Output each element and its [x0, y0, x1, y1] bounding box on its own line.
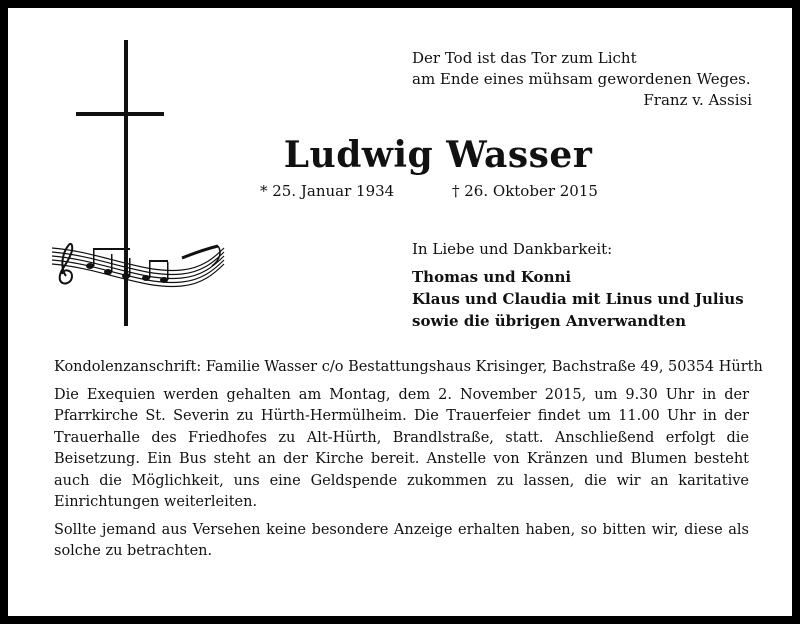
condolence-address: Kondolenzanschrift: Familie Wasser c/o Bestattungshaus Krisinger, Bachstraße 49, 50354 Hürth: [54, 359, 763, 375]
birth-date: * 25. Januar 1934: [260, 182, 395, 200]
quote-line-2: am Ende eines mühsam gewordenen Weges.: [412, 70, 751, 88]
quote-author: Franz v. Assisi: [643, 91, 752, 109]
service-information: [54, 357, 763, 569]
mourners-block: [412, 238, 772, 332]
mourner-line: Klaus und Claudia mit Linus und Julius: [412, 290, 744, 308]
obituary-card: [8, 8, 792, 616]
quote-block: [412, 48, 752, 111]
ceremony-text: Die Exequien werden gehalten am Montag, dem 2. November 2015, um 9.30 Uhr in der Pfarrkirche St. Severin zu Hürth-Hermülheim. Die Trauerfeier findet um 11.00 Uhr in der Trauerhalle des Friedhofes zu Alt-Hürth, Brandlstraße, statt. Anschließend erfolgt die Beisetzung. Ein Bus steht an der Kirche bereit. Anstelle von Kränzen und Blumen besteht auch die Möglichkeit, uns eine Geldspende zukommen zu lassen, die wir an karitative Einrichtungen weiterleiten.: [54, 386, 749, 510]
music-notes-ribbon-icon: [42, 238, 230, 294]
closing-text: Sollte jemand aus Versehen keine besondere Anzeige erhalten haben, so bitten wir, diese als solche zu betrachten.: [54, 521, 749, 559]
deceased-name: Ludwig Wasser: [283, 134, 593, 176]
quote-line-1: Der Tod ist das Tor zum Licht: [412, 49, 637, 67]
death-date: † 26. Oktober 2015: [452, 182, 598, 200]
mourners-intro: In Liebe und Dankbarkeit:: [412, 240, 613, 258]
cross-horizontal-bar: [76, 112, 164, 116]
mourner-line: Thomas und Konni: [412, 268, 572, 286]
mourner-line: sowie die übrigen Anverwandten: [412, 312, 687, 330]
